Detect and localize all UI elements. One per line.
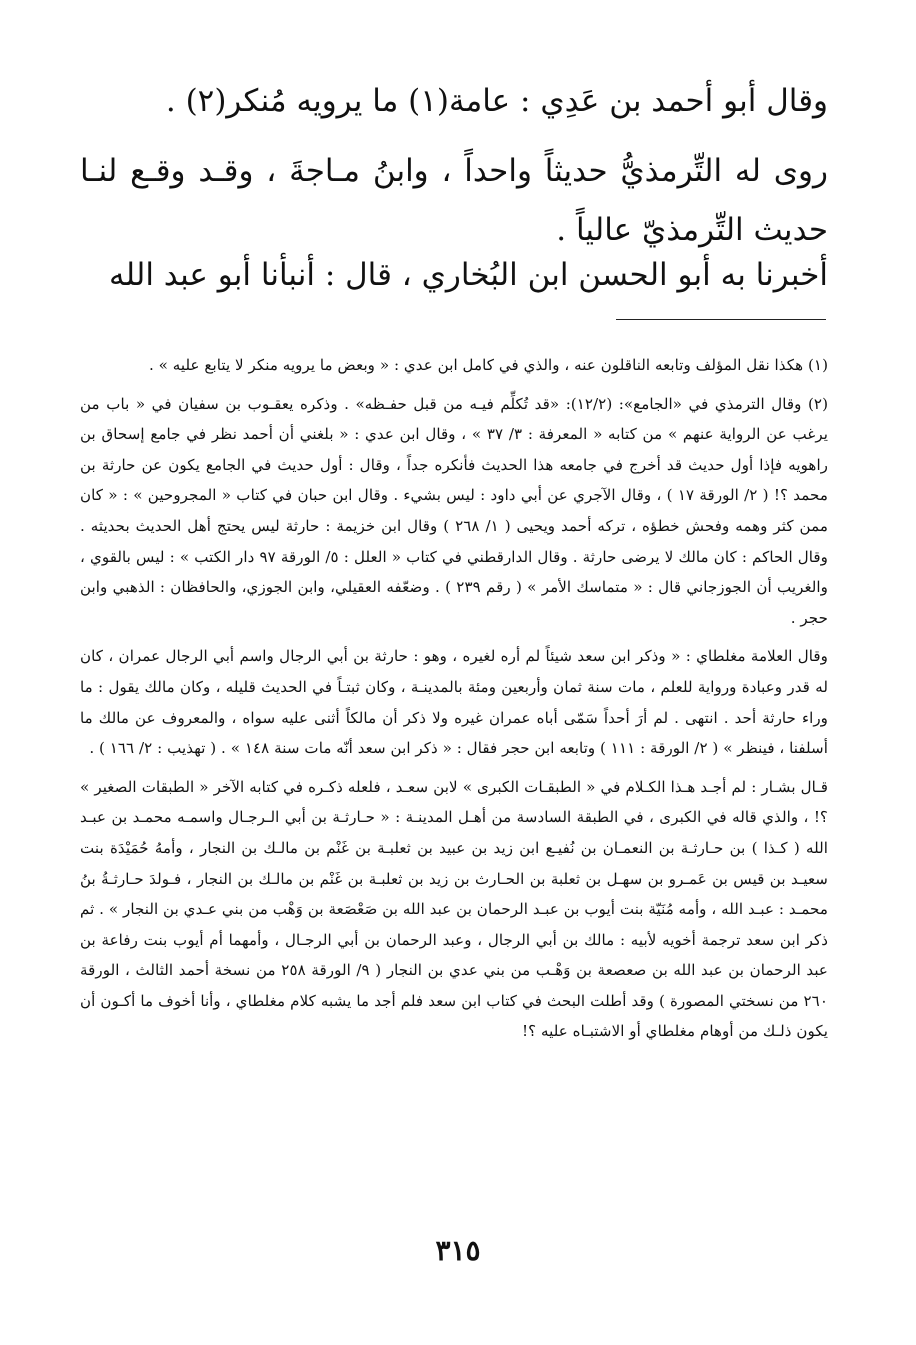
main-paragraph-3: أخبرنا به أبو الحسن ابن البُخاري ، قال : أنبأنا أبو عبد الله [109, 257, 828, 293]
footnotes-section [80, 350, 828, 1055]
page-number: ٣١٥ [435, 1234, 481, 1267]
footnote-2: (٢) وقال الترمذي في «الجامع»: (١٢/٢): «قد تُكلِّم فيـه من قبل حفـظه» . وذكره يعقـوب بن سفيان في « باب من يرغب عن الرواية عنهم » من كتابه « المعرفة : ٣/ ٣٧ » ، وقال ابن عدي : « بلغني أن أحمد نظر في جامع إسحاق بن راهويه فإذا أول حديث قد أخرج في جامعه هذا الحديث فأنكره جداً ، وقال : أول حديث في الجامع يكون عن حارثة بن محمد ؟! ( ٢/ الورقة ١٧ ) ، وقال الآجري عن أبي داود : ليس بشيء . وقال ابن حبان في كتاب « المجروحين » : « كان ممن كثر وهمه وفحش خطؤه ، تركه أحمد ويحيى ( ١/ ٢٦٨ ) وقال ابن خزيمة : حارثة ليس يحتج أهل الحديث بحديثه . وقال الحاكم : كان مالك لا يرضى حارثة . وقال الدارقطني في كتاب « العلل : ٥/ الورقة ٩٧ دار الكتب » : ليس بالقوي ، والغريب أن الجوزجاني قال : « متماسك الأمر » ( رقم ٢٣٩ ) . وضعّفه العقيلي، وابن الجوزي، والحافظان : الذهبي وابن حجر . [80, 394, 829, 627]
footnote-2-editor-remark: قـال بشـار : لم أجـد هـذا الكـلام في « الطبقـات الكبرى » لابن سعـد ، فلعله ذكـره في كتابه الآخر « الطبقات الصغير » ؟! ، والذي قاله في الكبرى ، في الطبقة السادسة من أهـل المدينـة : « حـارثـة بن أبي الـرجـال واسمـه محمـد بن عبـد الله ( كـذا ) بن حـارثـة بن النعمـان بن نُفيـع ابن زيد بن عبيد بن ثعلبـة بن غَنْم بن مالـك بن النجار ، وأمهُ حُمَيْدَة بنت سعيـد بن قيس بن عَمـرو بن سهـل بن ثعلبة بن الحـارث بن زيد بن ثعلبـة بن غَنْم بن مالـك بن النجار ، فـولدَ حـارثـةُ بنُ محمـد : عبـد الله ، وأمه مُنَيّة بنت أيوب بن عبـد الرحمان بن عبد الله بن صَعْصَعة بن وَهْب من بني عـدي بن النجار » . ثم ذكر ابن سعد ترجمة أخويه لأبيه : مالك بن أبي الرجال ، وعبد الرحمان بن أبي الرجـال ، وأمهما أم أيوب بنت رفاعة بن عبد الرحمان بن عبد الله بن صعصعة بن وَهْـب من بني عدي بن النجار ( ٩/ الورقة ٢٥٨ من نسخة أحمد الثالث ، الورقة ٢٦٠ من نسختي المصورة ) وقد أطلت البحث في كتاب ابن سعد فلم أجد ما يشبه كلام مغلطاي ، وأنا أخوف ما أكـون أن يكون ذلـك من أوهام مغلطاي أو الاشتبـاه عليه ؟! [80, 777, 828, 1041]
main-paragraph-1: وقال أبو أحمد بن عَدِي : عامة(١) ما يرويه مُنكر(٢) . [165, 83, 828, 119]
footnote-divider [616, 319, 826, 320]
main-paragraph-2: روى له التِّرمذيُّ حديثاً واحداً ، وابنُ مـاجةَ ، وقـد وقـع لنـا حديث التِّرمذيّ عالياً . [80, 153, 828, 248]
footnote-1: (١) هكذا نقل المؤلف وتابعه الناقلون عنه ، والذي في كامل ابن عدي : « وبعض ما يرويه منكر لا يتابع عليه » . [149, 356, 828, 374]
footnote-2-continued: وقال العلامة مغلطاي : « وذكر ابن سعد شيئاً لم أره لغيره ، وهو : حارثة بن أبي الرجال واسم أبي الرجال عمران ، كان له قدر وعبادة ورواية للعلم ، مات سنة ثمان وأربعين ومئة بالمدينـة ، وكان ثبتـاً في الحديث قليله ، وكان مالك يقول : ما وراء حارثة أحد . انتهى . لم أرَ أحداً سَمّى أباه عمران غيره ولا ذكر أن مالكاً أثنى عليه سواه ، والمعروف عن مالك ما أسلفنا ، فينظر » ( ٢/ الورقة : ١١١ ) وتابعه ابن حجر فقال : « ذكر ابن سعد أنّه مات سنة ١٤٨ » . ( تهذيب : ٢/ ١٦٦ ) . [80, 647, 828, 758]
